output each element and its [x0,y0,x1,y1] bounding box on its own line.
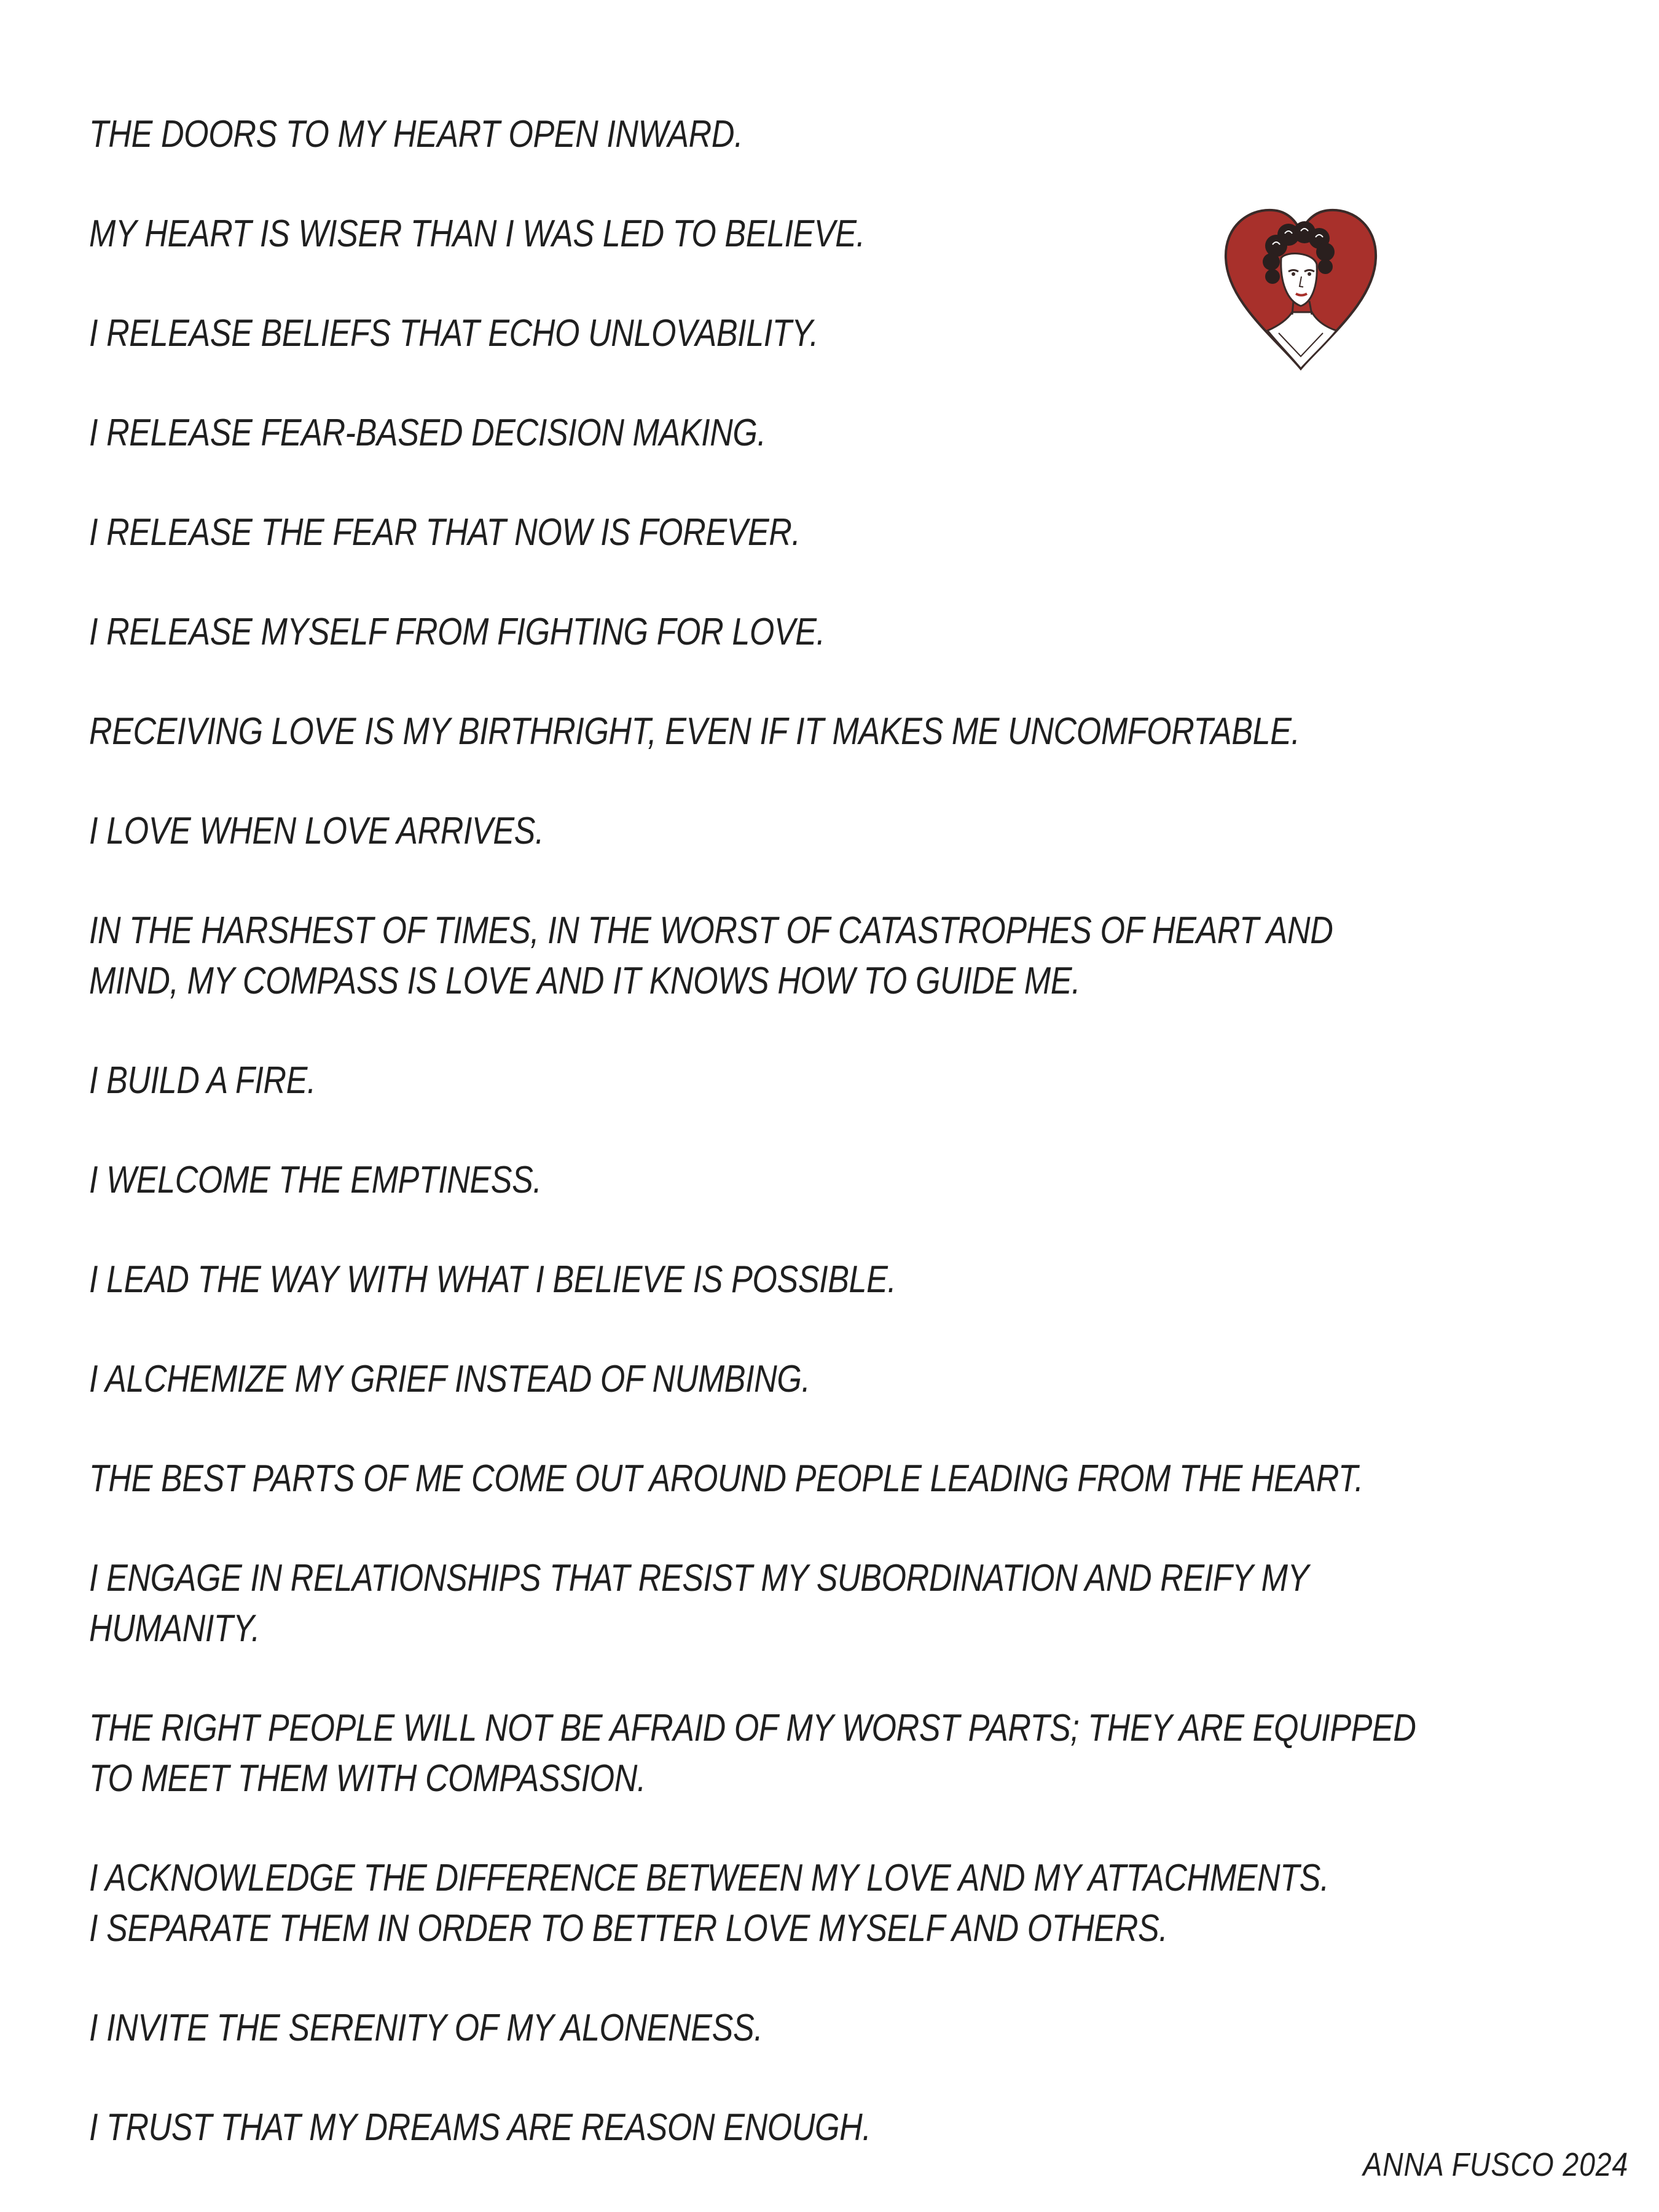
affirmation-line: THE BEST PARTS OF ME COME OUT AROUND PEOPLE LEADING FROM THE HEART. [89,1457,1363,1500]
affirmation-line: IN THE HARSHEST OF TIMES, IN THE WORST OF CATASTROPHES OF HEART AND [89,909,1333,952]
affirmation-line: I LOVE WHEN LOVE ARRIVES. [89,810,544,852]
affirmation-line: TO MEET THEM WITH COMPASSION. [89,1757,646,1800]
affirmation-line: I INVITE THE SERENITY OF MY ALONENESS. [89,2007,763,2049]
affirmation-line: MY HEART IS WISER THAN I WAS LED TO BELIEVE. [89,213,865,255]
affirmation-line: HUMANITY. [89,1607,260,1650]
affirmation-line: I TRUST THAT MY DREAMS ARE REASON ENOUGH. [89,2106,871,2149]
affirmation-line: I RELEASE THE FEAR THAT NOW IS FOREVER. [89,511,801,554]
affirmation-line: I RELEASE BELIEFS THAT ECHO UNLOVABILITY. [89,312,818,355]
affirmation-line: RECEIVING LOVE IS MY BIRTHRIGHT, EVEN IF IT MAKES ME UNCOMFORTABLE. [89,710,1300,753]
affirmation-line: I RELEASE FEAR-BASED DECISION MAKING. [89,412,766,454]
affirmation-line: THE RIGHT PEOPLE WILL NOT BE AFRAID OF MY WORST PARTS; THEY ARE EQUIPPED [89,1707,1416,1749]
affirmation-line: I SEPARATE THEM IN ORDER TO BETTER LOVE MYSELF AND OTHERS. [89,1907,1168,1950]
affirmation-line: I ALCHEMIZE MY GRIEF INSTEAD OF NUMBING. [89,1358,810,1400]
affirmation-line: I ACKNOWLEDGE THE DIFFERENCE BETWEEN MY LOVE AND MY ATTACHMENTS. [89,1857,1329,1899]
affirmation-line: I ENGAGE IN RELATIONSHIPS THAT RESIST MY SUBORDINATION AND REIFY MY [89,1557,1309,1599]
affirmation-line: I BUILD A FIRE. [89,1059,316,1102]
affirmation-line: I WELCOME THE EMPTINESS. [89,1159,542,1201]
affirmation-line: I RELEASE MYSELF FROM FIGHTING FOR LOVE. [89,611,825,653]
signature: ANNA FUSCO 2024 [1363,2146,1628,2183]
affirmation-line: MIND, MY COMPASS IS LOVE AND IT KNOWS HOW TO GUIDE ME. [89,960,1081,1002]
affirmation-line: THE DOORS TO MY HEART OPEN INWARD. [89,113,743,155]
affirmation-line: I LEAD THE WAY WITH WHAT I BELIEVE IS POSSIBLE. [89,1258,896,1301]
heart-portrait-icon [1220,203,1382,375]
